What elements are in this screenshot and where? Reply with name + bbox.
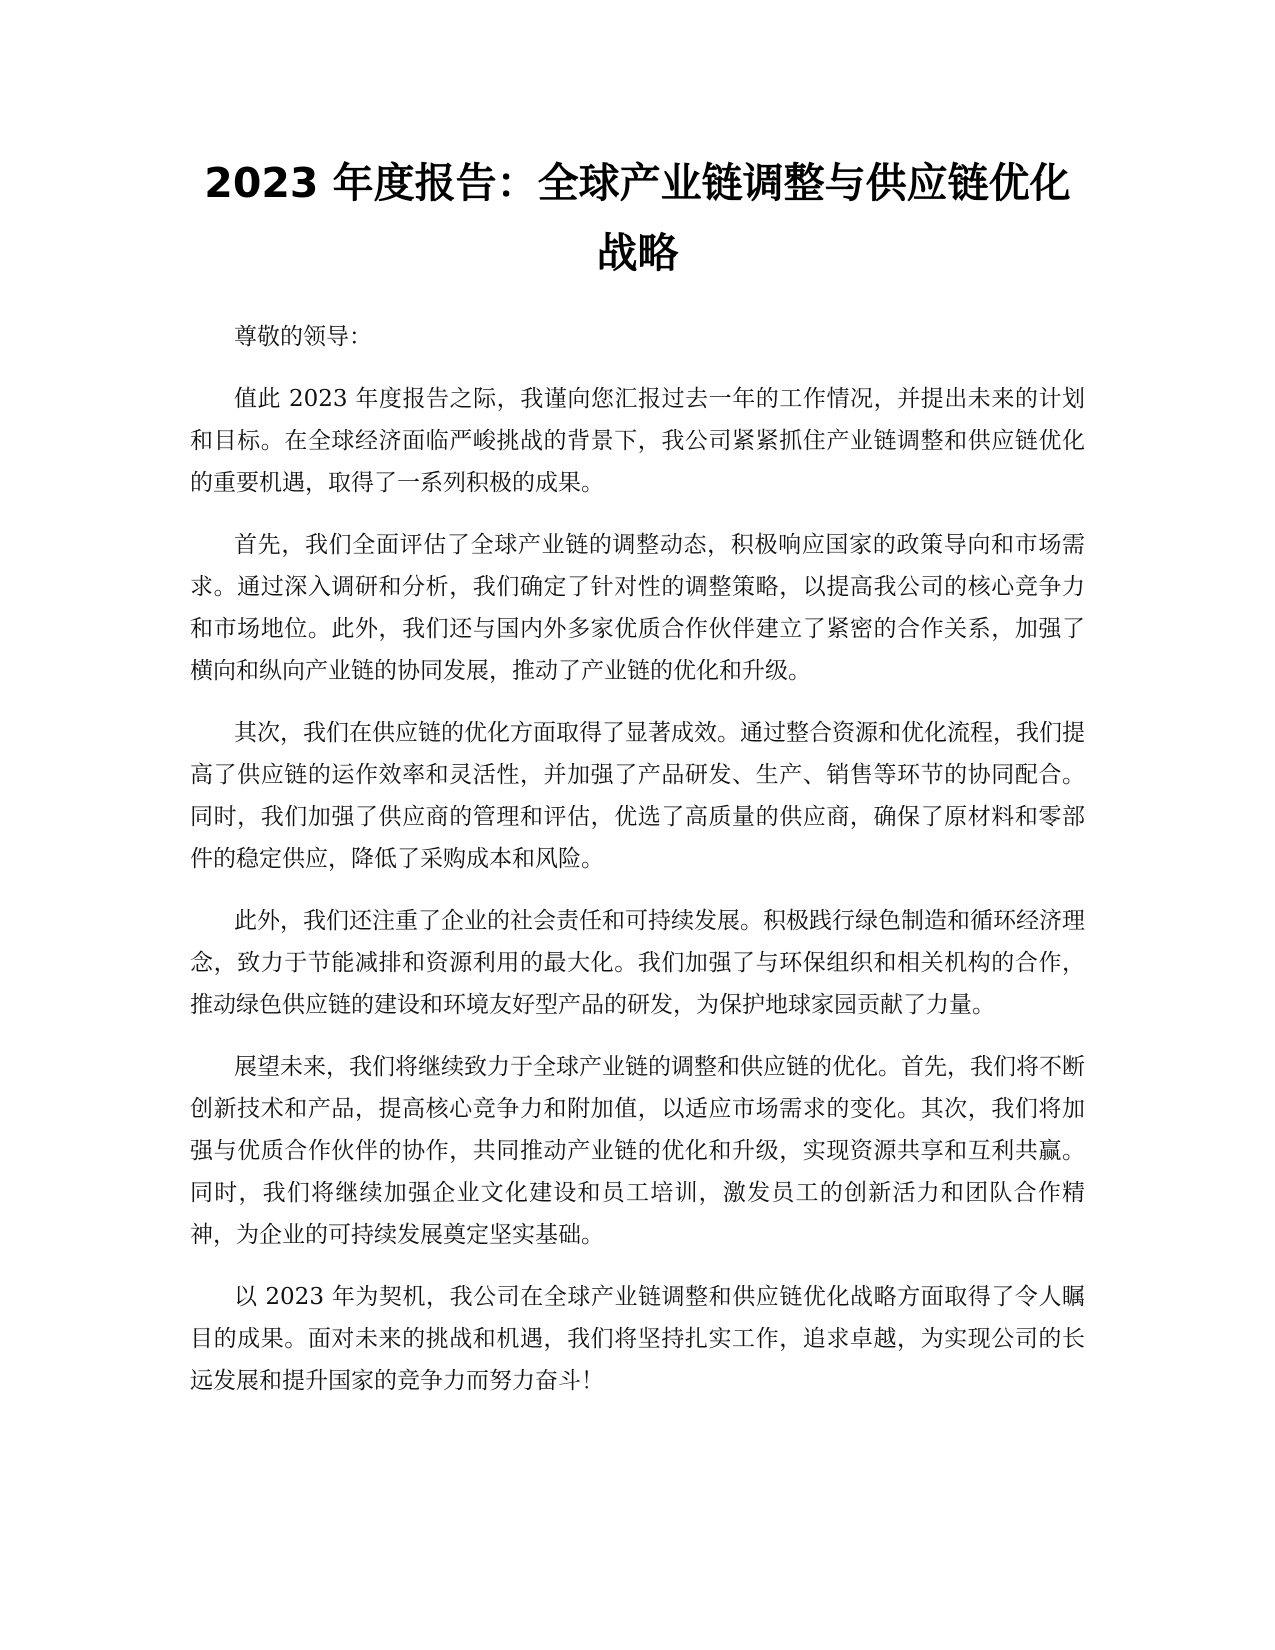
paragraph-outlook: 展望未来，我们将继续致力于全球产业链的调整和供应链的优化。首先，我们将不断创新技术和产品，提高核心竞争力和附加值，以适应市场需求的变化。其次，我们将加强与优质合作伙伴的协作，共同推动产业链的优化和升级，实现资源共享和互利共赢。同时，我们将继续加强企业文化建设和员工培训，激发员工的创新活力和团队合作精神，为企业的可持续发展奠定坚实基础。 [190,1054,1085,1248]
paragraph-intro: 值此 2023 年度报告之际，我谨向您汇报过去一年的工作情况，并提出未来的计划和目标。在全球经济面临严峻挑战的背景下，我公司紧紧抓住产业链调整和供应链优化的重要机遇，取得了一系列积极的成果。 [190,386,1085,496]
paragraph-supply-chain: 其次，我们在供应链的优化方面取得了显著成效。通过整合资源和优化流程，我们提高了供应链的运作效率和灵活性，并加强了产品研发、生产、销售等环节的协同配合。同时，我们加强了供应商的管理和评估，优选了高质量的供应商，确保了原材料和零部件的稳定供应，降低了采购成本和风险。 [190,720,1085,872]
paragraph-conclusion: 以 2023 年为契机，我公司在全球产业链调整和供应链优化战略方面取得了令人瞩目的成果。面对未来的挑战和机遇，我们将坚持扎实工作，追求卓越，为实现公司的长远发展和提升国家的竞争力而努力奋斗！ [190,1284,1085,1394]
document-body [190,316,1085,1402]
paragraph-industry-chain: 首先，我们全面评估了全球产业链的调整动态，积极响应国家的政策导向和市场需求。通过深入调研和分析，我们确定了针对性的调整策略，以提高我公司的核心竞争力和市场地位。此外，我们还与国内外多家优质合作伙伴建立了紧密的合作关系，加强了横向和纵向产业链的协同发展，推动了产业链的优化和升级。 [190,532,1085,684]
document-content [190,148,1085,1422]
document-title: 2023 年度报告：全球产业链调整与供应链优化战略 [204,159,1071,277]
paragraph-sustainability: 此外，我们还注重了企业的社会责任和可持续发展。积极践行绿色制造和循环经济理念，致力于节能减排和资源利用的最大化。我们加强了与环保组织和相关机构的合作，推动绿色供应链的建设和环境友好型产品的研发，为保护地球家园贡献了力量。 [190,908,1085,1018]
salutation: 尊敬的领导： [234,324,372,350]
